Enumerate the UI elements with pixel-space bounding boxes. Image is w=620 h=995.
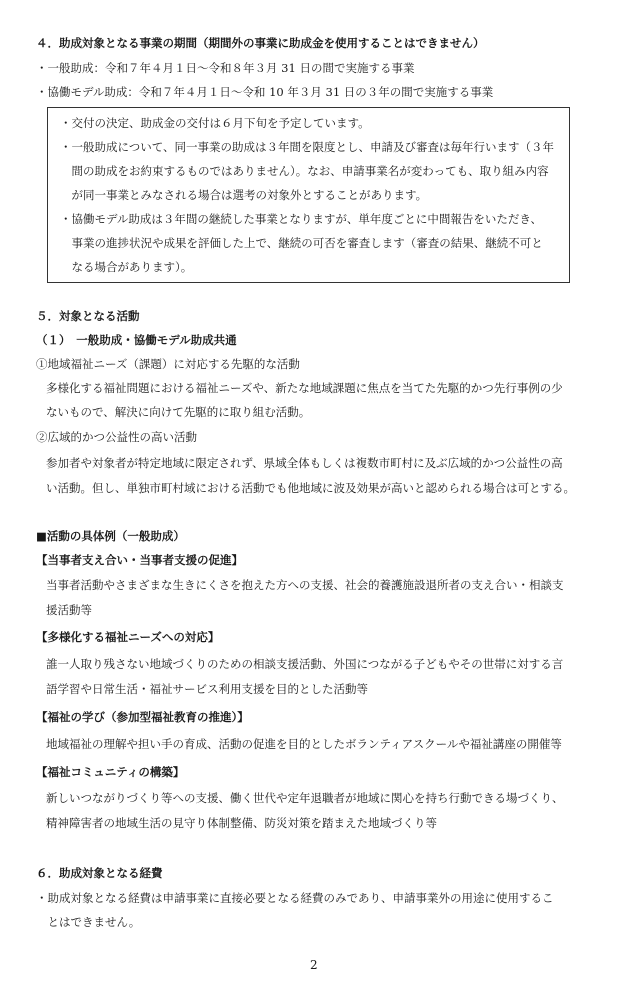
item2-line: 参加者や対象者が特定地域に限定されず、県域全体もしくは複数市町村に及ぶ広域的かつ公益性の高	[46, 456, 563, 470]
category-line: 地域福祉の理解や担い手の育成、活動の促進を目的としたボランティアスクールや福祉講座の開催等	[46, 737, 562, 751]
note-line: ・一般助成について、同一事業の助成は３年間を限度とし、申請及び審査は毎年行います（３年	[60, 140, 555, 154]
item2-line: い活動。但し、単独市町村域における活動でも他地域に波及効果が高いと認められる場合は可とする。	[46, 481, 575, 495]
section6-line: とはできません。	[36, 915, 141, 929]
examples-heading: ■活動の具体例（一般助成）	[36, 529, 185, 543]
category-line: 新しいつながりづくり等への支援、働く世代や定年退職者が地域に関心を持ち行動できる場づくり、	[46, 791, 564, 805]
category-line: 援活動等	[46, 603, 92, 617]
category-title: 【多様化する福祉ニーズへの対応】	[36, 630, 220, 644]
note-line: 事業の進捗状況や成果を評価した上で、継続の可否を審査します（審査の結果、継続不可と	[60, 236, 543, 250]
category-line: 精神障害者の地域生活の見守り体制整備、防災対策を踏まえた地域づくり等	[46, 816, 437, 830]
note-line: なる場合があります）。	[60, 260, 193, 274]
item1-title: ①地域福祉ニーズ（課題）に対応する先駆的な活動	[36, 357, 300, 371]
page-number: 2	[310, 958, 318, 972]
period-general: ・一般助成：令和７年４月１日〜令和８年３月 31 日の間で実施する事業	[36, 61, 415, 75]
category-line: 語学習や日常生活・福祉サービス利用支援を目的とした活動等	[46, 682, 368, 696]
item2-title: ②広域的かつ公益性の高い活動	[36, 430, 197, 444]
note-line: 間の助成をお約束するものではありません）。なお、申請事業名が変わっても、取り組み内容	[60, 164, 549, 178]
note-line: ・協働モデル助成は３年間の継続した事業となりますが、単年度ごとに中間報告をいただき、	[60, 212, 542, 226]
category-line: 当事者活動やさまざまな生きにくさを抱えた方への支援、社会的養護施設退所者の支え合い・相談支	[46, 578, 564, 592]
item1-line: 多様化する福祉問題における福祉ニーズや、新たな地域課題に焦点を当てた先駆的かつ先行事例の少	[46, 381, 563, 395]
note-line: ・交付の決定、助成金の交付は６月下旬を予定しています。	[60, 116, 370, 130]
period-model: ・協働モデル助成：令和７年４月１日〜令和 10 年３月 31 日の３年の間で実施する事業	[36, 85, 494, 99]
section6-heading: ６．助成対象となる経費	[36, 866, 163, 880]
category-title: 【福祉の学び（参加型福祉教育の推進）】	[36, 710, 249, 724]
section4-heading: ４．助成対象となる事業の期間（期間外の事業に助成金を使用することはできません）	[36, 36, 485, 50]
section6-line: ・助成対象となる経費は申請事業に直接必要となる経費のみであり、申請事業外の用途に使用するこ	[36, 891, 554, 905]
note-line: が同一事業とみなされる場合は選考の対象外とすることがあります。	[60, 188, 428, 202]
category-line: 誰一人取り残さない地域づくりのための相談支援活動、外国につながる子どもやその世帯に対する言	[46, 657, 564, 671]
section5-subheading: （１） 一般助成・協働モデル助成共通	[36, 333, 237, 347]
item1-line: ないもので、解決に向けて先駆的に取り組む活動。	[46, 405, 311, 419]
category-title: 【福祉コミュニティの構築】	[36, 765, 185, 779]
section5-heading: ５．対象となる活動	[36, 309, 140, 323]
category-title: 【当事者支え合い・当事者支援の促進】	[36, 553, 243, 567]
